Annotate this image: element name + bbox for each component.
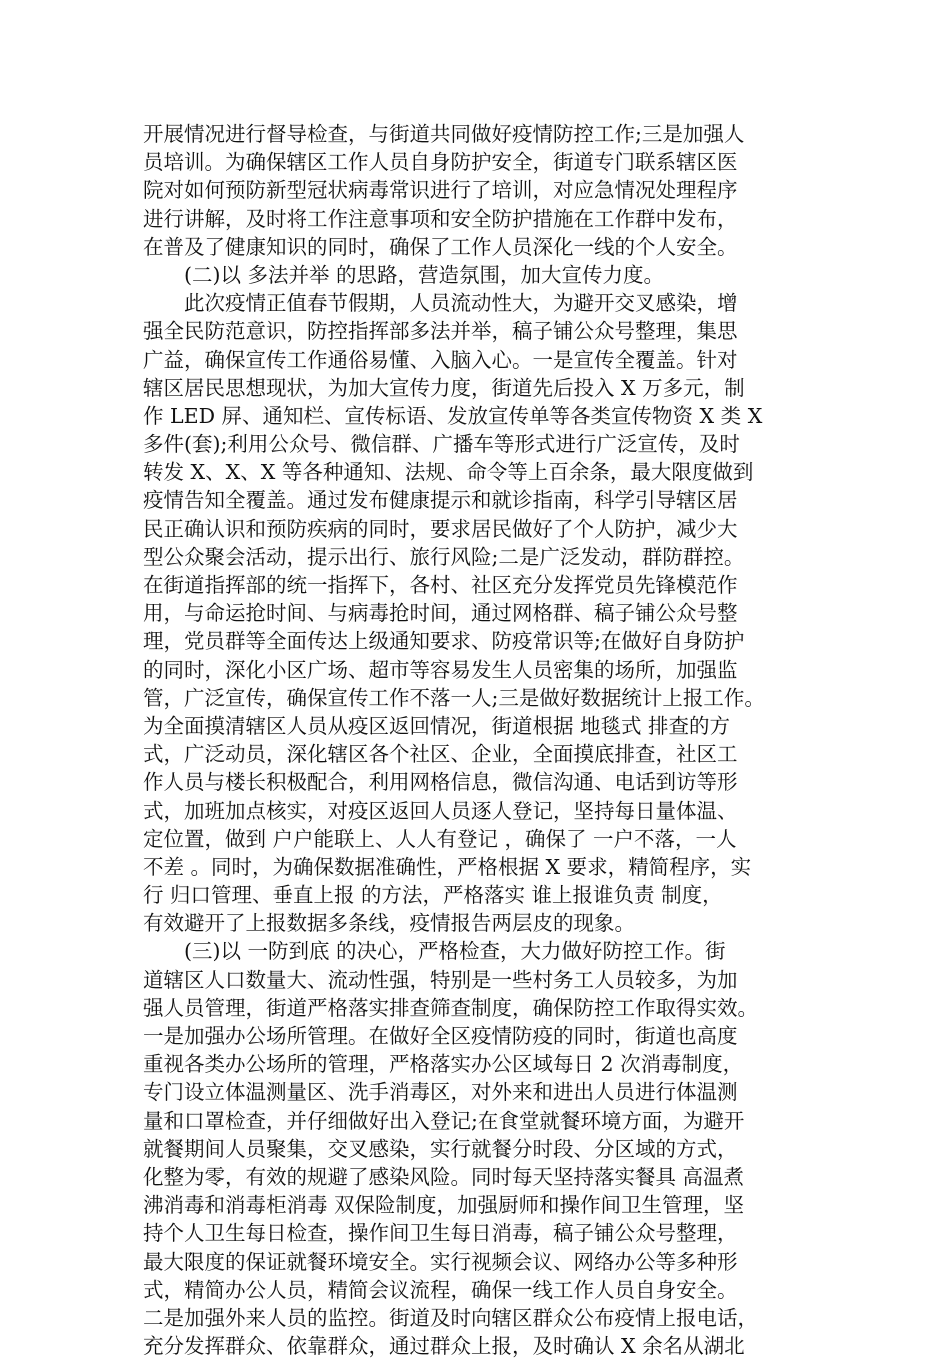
text-line: 广益，确保宣传工作通俗易懂、入脑入心。一是宣传全覆盖。针对 xyxy=(143,347,738,372)
text-line: 院对如何预防新型冠状病毒常识进行了培训，对应急情况处理程序 xyxy=(143,178,738,203)
text-line: 用，与命运抢时间、与病毒抢时间，通过网格群、稿子铺公众号整 xyxy=(143,601,738,626)
text-line: 式，加班加点核实，对疫区返回人员逐人登记，坚持每日量体温、 xyxy=(143,798,738,823)
text-line: 开展情况进行督导检查，与街道共同做好疫情防控工作;三是加强人 xyxy=(143,122,745,146)
text-line: 重视各类办公场所的管理，严格落实办公区域每日 2 次消毒制度， xyxy=(143,1052,744,1077)
text-line: 定位置，做到 户户能联上、人人有登记 ，确保了 一户不落，一人 xyxy=(143,826,737,851)
text-line: 辖区居民思想现状，为加大宣传力度，街道先后投入 X 万多元，制 xyxy=(143,375,745,400)
document-body xyxy=(143,120,805,1360)
text-line: (三)以 一防到底 的决心，严格检查，大力做好防控工作。街 xyxy=(184,939,726,964)
text-line: 进行讲解，及时将工作注意事项和安全防护措施在工作群中发布， xyxy=(143,206,738,231)
text-line: 道辖区人口数量大、流动性强，特别是一些村务工人员较多，为加 xyxy=(143,967,738,992)
text-line: 的同时，深化小区广场、超市等容易发生人员密集的场所，加强监 xyxy=(143,657,738,682)
text-line: 式，精简办公人员，精简会议流程，确保一线工作人员自身安全。 xyxy=(143,1277,738,1302)
text-line: 民正确认识和预防疾病的同时，要求居民做好了个人防护，减少大 xyxy=(143,516,738,541)
text-line: 强人员管理，街道严格落实排查筛查制度，确保防控工作取得实效。 xyxy=(143,995,758,1020)
text-line: (二)以 多法并举 的思路，营造氛围，加大宣传力度。 xyxy=(184,262,665,287)
text-line: 在普及了健康知识的同时，确保了工作人员深化一线的个人安全。 xyxy=(143,234,738,259)
text-line: 管，广泛宣传，确保宣传工作不落一人;三是做好数据统计上报工作。 xyxy=(143,685,765,710)
text-line: 在街道指挥部的统一指挥下，各村、社区充分发挥党员先锋模范作 xyxy=(143,573,738,597)
text-line: 持个人卫生每日检查，操作间卫生每日消毒，稿子铺公众号整理， xyxy=(143,1221,738,1246)
text-line: 量和口罩检查，并仔细做好出入登记;在食堂就餐环境方面，为避开 xyxy=(143,1108,745,1133)
text-line: 专门设立体温测量区、洗手消毒区，对外来和进出人员进行体温测 xyxy=(143,1080,738,1105)
text-line: 一是加强办公场所管理。在做好全区疫情防疫的同时，街道也高度 xyxy=(143,1024,738,1048)
text-line: 型公众聚会活动，提示出行、旅行风险;二是广泛发动，群防群控。 xyxy=(143,544,745,569)
text-line: 充分发挥群众、依靠群众，通过群众上报，及时确认 X 余名从湖北 xyxy=(143,1334,745,1359)
text-line: 沸消毒和消毒柜消毒 双保险制度，加强厨师和操作间卫生管理，坚 xyxy=(143,1193,745,1218)
text-line: 就餐期间人员聚集，交叉感染，实行就餐分时段、分区域的方式， xyxy=(143,1136,738,1161)
text-line: 式，广泛动员，深化辖区各个社区、企业，全面摸底排查，社区工 xyxy=(143,742,738,767)
text-line: 疫情告知全覆盖。通过发布健康提示和就诊指南，科学引导辖区居 xyxy=(143,488,738,513)
text-line: 转发 X、X、X 等各种通知、法规、命令等上百余条，最大限度做到 xyxy=(143,460,754,485)
text-line: 多件(套);利用公众号、微信群、广播车等形式进行广泛宣传，及时 xyxy=(143,432,740,457)
text-line: 不差 。同时，为确保数据准确性，严格根据 X 要求，精简程序，实 xyxy=(143,854,752,879)
text-line: 二是加强外来人员的监控。街道及时向辖区群众公布疫情上报电话， xyxy=(143,1305,758,1330)
text-line: 强全民防范意识，防控指挥部多法并举，稿子铺公众号整理，集思 xyxy=(143,319,738,344)
text-line: 为全面摸清辖区人员从疫区返回情况，街道根据 地毯式 排查的方 xyxy=(143,713,731,738)
text-line: 行 归口管理、垂直上报 的方法，严格落实 谁上报谁负责 制度， xyxy=(143,883,723,908)
text-line: 化整为零，有效的规避了感染风险。同时每天坚持落实餐具 高温煮 xyxy=(143,1164,745,1189)
text-line: 最大限度的保证就餐环境安全。实行视频会议、网络办公等多种形 xyxy=(143,1249,738,1274)
text-line: 作 LED 屏、通知栏、宣传标语、发放宣传单等各类宣传物资 X 类 X xyxy=(143,403,763,428)
text-line: 作人员与楼长积极配合，利用网格信息，微信沟通、电话到访等形 xyxy=(143,770,738,795)
text-line: 此次疫情正值春节假期，人员流动性大，为避开交叉感染，增 xyxy=(184,291,738,316)
text-line: 有效避开了上报数据多条线，疫情报告两层皮的现象。 xyxy=(143,911,635,936)
text-line: 理，党员群等全面传达上级通知要求、防疫常识等;在做好自身防护 xyxy=(143,629,745,654)
text-line: 员培训。为确保辖区工作人员自身防护安全，街道专门联系辖区医 xyxy=(143,150,738,175)
